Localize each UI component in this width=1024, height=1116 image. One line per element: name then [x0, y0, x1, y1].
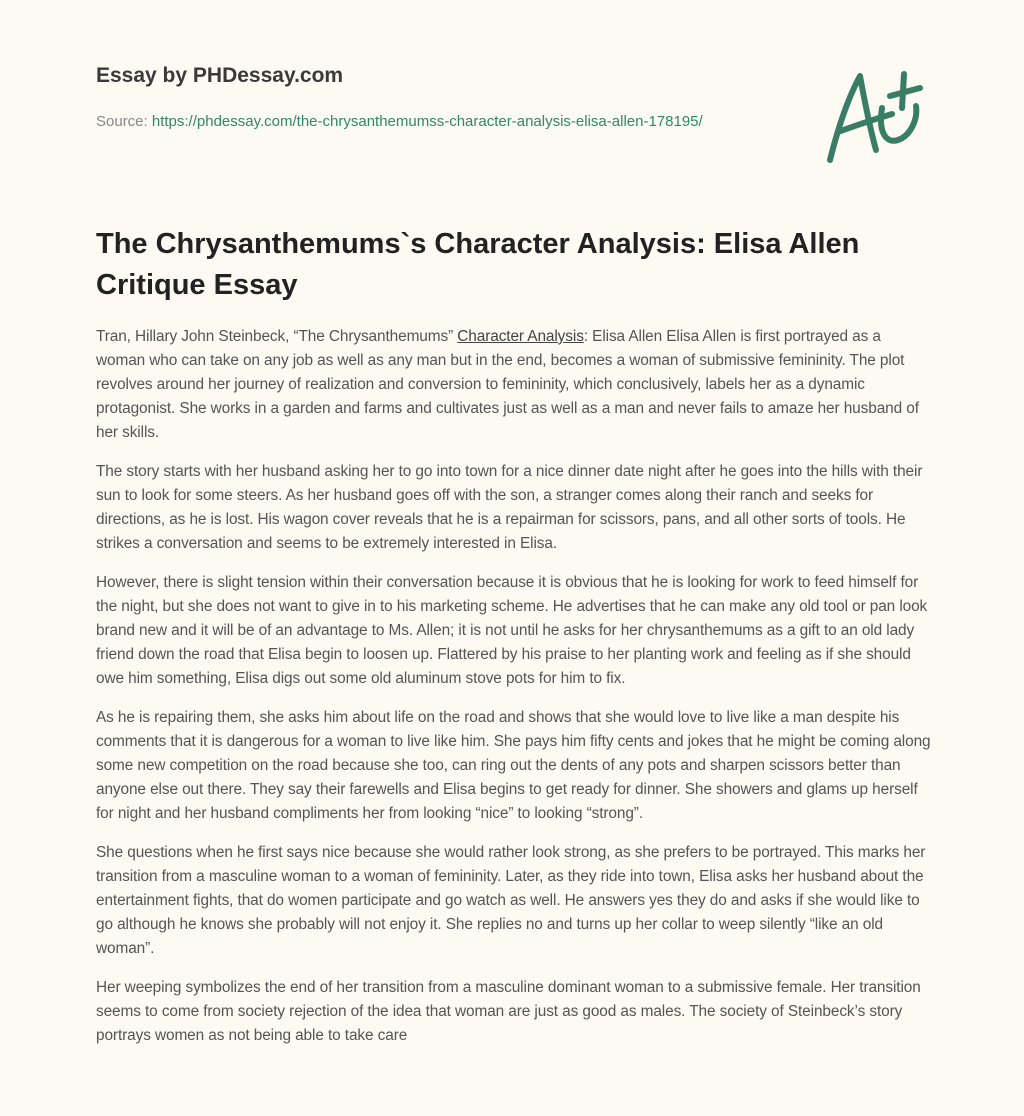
- intro-text: Tran, Hillary John Steinbeck, “The Chrysanthemums”: [96, 328, 458, 345]
- intro-text-cont: : Elisa Allen Elisa Allen is first portrayed as a woman who can take on any job as well as any man but in the end, becomes a woman of submissive femininity. The plot revolves around her journey of realization and conversion to femininity, which conclusively, labels her as a dynamic protagonist. She works in a garden and farms and cultivates just as well as a man and never fails to amaze her husband of her skills.: [96, 328, 919, 441]
- source-line: [96, 110, 736, 134]
- paragraph: She questions when he first says nice because she would rather look strong, as she prefers to be portrayed. This marks her transition from a masculine woman to a woman of femininity. Later, as they ride into town, Elisa asks her husband about the entertainment fights, that do women participate and go watch as well. He answers yes they do and asks if she would like to go although he knows she probably will not enjoy it. She replies no and turns up her collar to weep silently “like an old woman”.: [96, 844, 926, 957]
- paragraph: However, there is slight tension within their conversation because it is obvious that he is looking for work to feed himself for the night, but she does not want to give in to his marketing scheme. He advertises that he can make any old tool or pan look brand new and it will be of an advantage to Ms. Allen; it is not until he asks for her chrysanthemums as a gift to an old lady friend down the road that Elisa begin to loosen up. Flattered by his praise to her planting work and feeling as if she should owe him something, Elisa digs out some old aluminum stove pots for him to fix.: [96, 574, 928, 687]
- essay-title: The Chrysanthemums`s Character Analysis: Elisa Allen Critique Essay: [96, 228, 860, 301]
- site-name: Essay by PHDessay.com: [96, 64, 344, 87]
- source-link[interactable]: https://phdessay.com/the-chrysanthemumss-character-analysis-elisa-allen-178195/: [151, 113, 703, 130]
- character-analysis-link[interactable]: Character Analysis: [457, 328, 584, 345]
- essay-body: [96, 325, 932, 1063]
- paragraph: As he is repairing them, she asks him about life on the road and shows that she would love to live like a man despite his comments that it is dangerous for a woman to live like him. She pays him fifty cents and jokes that he might be coming along some new competition on the road because she too, can ring out the dents of any pots and sharpen scissors better than anyone else out there. They say their farewells and Elisa begins to get ready for dinner. She showers and glams up herself for night and her husband compliments her from looking “nice” to looking “strong”.: [96, 709, 931, 822]
- paragraph: The story starts with her husband asking her to go into town for a nice dinner date night after he goes into the hills with their sun to look for some steers. As her husband goes off with the son, a stranger comes along their ranch and seeks for directions, as he is lost. His wagon cover reveals that he is a repairman for scissors, pans, and all other sorts of tools. He strikes a conversation and seems to be extremely interested in Elisa.: [96, 463, 923, 552]
- source-label: Source:: [96, 113, 152, 130]
- paragraph: Her weeping symbolizes the end of her transition from a masculine dominant woman to a submissive female. Her transition seems to come from society rejection of the idea that woman are just as good as males. The society of Steinbeck’s story portrays women as not being able to take care: [96, 979, 921, 1044]
- paragraph-intro: [96, 325, 932, 445]
- a-plus-logo-icon: [820, 68, 930, 168]
